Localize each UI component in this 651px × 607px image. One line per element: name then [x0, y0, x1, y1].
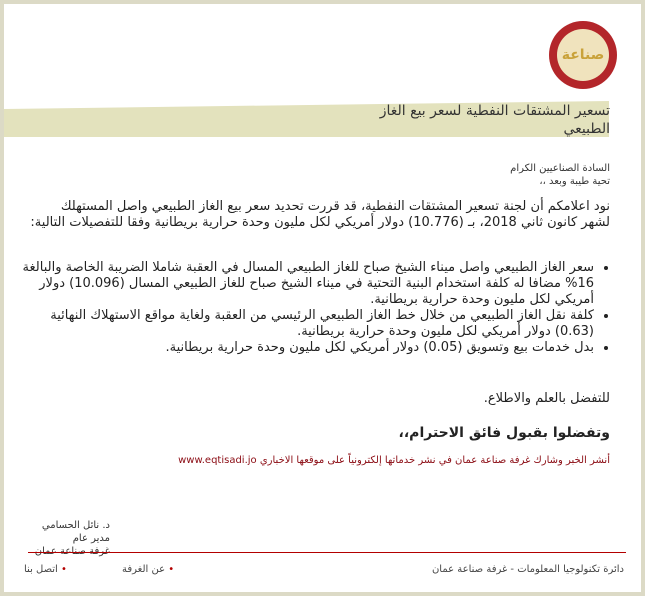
- footer-about-label: عن الغرفة: [122, 564, 166, 575]
- footer-link-about[interactable]: [122, 564, 174, 575]
- footer-divider: [28, 552, 626, 553]
- bullet-icon: •: [165, 564, 175, 575]
- note-text: للتفضل بالعلم والاطلاع.: [483, 391, 610, 406]
- page-title: تسعير المشتقات النفطية لسعر بيع الغاز الطبيعي: [379, 103, 610, 137]
- salutation: السادة الصناعيين الكرام: [510, 163, 610, 174]
- signature-role: مدير عام: [72, 533, 110, 544]
- chamber-logo: صناعة: [549, 21, 617, 89]
- list-item: • سعر الغاز الطبيعي واصل ميناء الشيخ صباح للغاز الطبيعي المسال في العقبة شاملا الضريبة الخاصة والبالغة 16% مضافا له كلفة استخدام البنية التحتية في ميناء الشيخ صباح للغاز الطبيعي المسال (10.096) دولار أمريكي لكل مليون وحدة حرارية بريطانية.: [14, 260, 594, 308]
- footer-department: دائرة تكنولوجيا المعلومات - غرفة صناعة عمان: [431, 564, 624, 575]
- footer-link-contact[interactable]: [24, 564, 67, 575]
- regards-text: وتفضلوا بقبول فائق الاحترام،،: [398, 425, 610, 441]
- greeting-block: [510, 162, 610, 188]
- footer-contact-label: اتصل بنا: [24, 564, 58, 575]
- signature-name: د. نائل الحسامي: [41, 520, 110, 531]
- intro-paragraph: نود اعلامكم أن لجنة تسعير المشتقات النفطية، قد قررت تحديد سعر بيع الغاز الطبيعي واصل المستهلك لشهر كانون ثاني 2018، بـ (10.776) دولار أمريكي لكل مليون وحدة حرارية بريطانية وفقا للتفصيلات التالية:: [30, 199, 610, 230]
- details-list: [14, 260, 610, 356]
- list-item: • كلفة نقل الغاز الطبيعي من خلال خط الغاز الطبيعي الرئيسي من العقبة ولغاية مواقع الاستهلاك النهائية (0.63) دولار أمريكي لكل مليون وحدة حرارية بريطانية.: [14, 308, 594, 340]
- share-link[interactable]: أنشر الخبر وشارك غرفة صناعة عمان في نشر خدماتها إلكترونياً على موقعها الاخباري www.eqtisadi.jo: [178, 455, 610, 466]
- list-item: • بدل خدمات بيع وتسويق (0.05) دولار أمريكي لكل مليون وحدة حرارية بريطانية.: [14, 340, 594, 356]
- bullet-icon: •: [57, 564, 67, 575]
- greeting: تحية طيبة وبعد ،،: [539, 176, 610, 187]
- email-body: [4, 4, 641, 592]
